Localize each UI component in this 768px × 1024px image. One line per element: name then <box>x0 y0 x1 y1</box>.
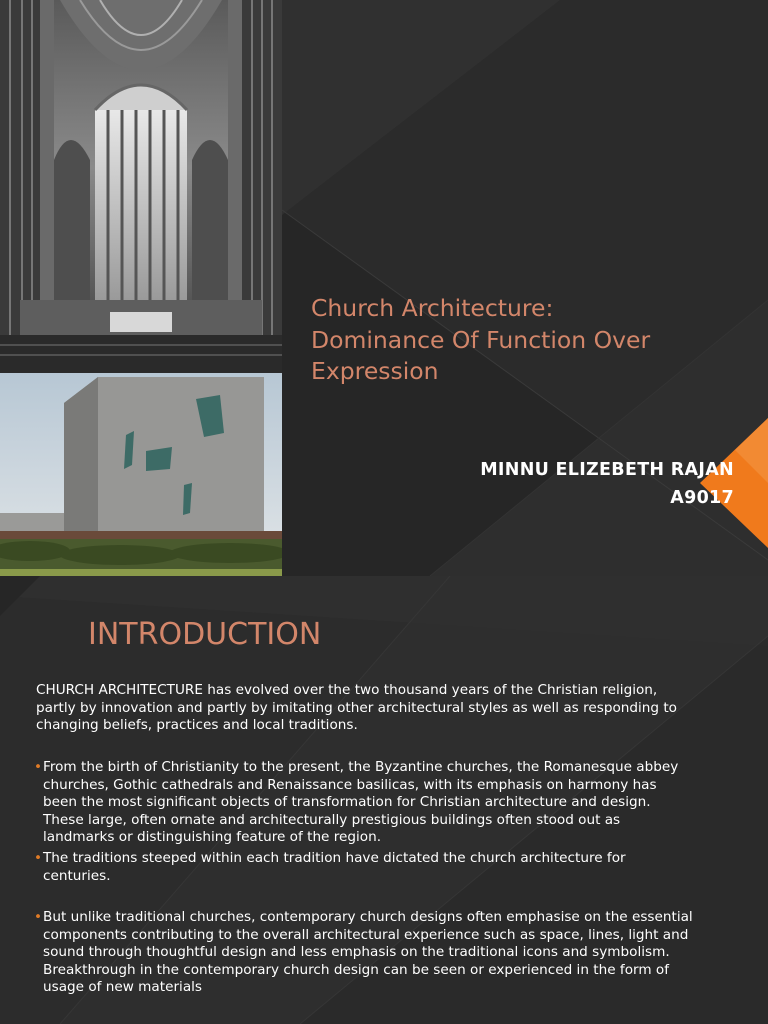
bullet-item <box>43 759 678 847</box>
bullet-line: Breakthrough in the contemporary church design can be seen or experienced in the form of <box>43 961 670 978</box>
paragraph-line: changing beliefs, practices and local traditions. <box>36 717 358 734</box>
paragraph-line: partly by innovation and partly by imitating other architectural styles as well as responding to <box>36 699 678 716</box>
paragraph-line: CHURCH ARCHITECTURE has evolved over the two thousand years of the Christian religion, <box>36 682 658 698</box>
bullet-line: These large, often ornate and architecturally prestigious buildings often stood out as <box>43 811 621 828</box>
bullet-line: But unlike traditional churches, contemporary church designs often emphasise on the essential <box>43 909 693 925</box>
gothic-cathedral-image <box>0 0 282 372</box>
bullet-line: landmarks or distinguishing feature of the region. <box>43 829 382 846</box>
author-id: A9017 <box>670 488 734 508</box>
author-block <box>480 456 734 512</box>
bullet-line: centuries. <box>43 867 111 884</box>
bullet-item <box>43 909 693 997</box>
title-line: Dominance Of Function Over <box>311 325 651 354</box>
bullet-line: churches, Gothic cathedrals and Renaissance basilicas, with its emphasis on harmony has <box>43 776 657 793</box>
section-heading: INTRODUCTION <box>88 617 322 652</box>
bullet-line: been the most significant objects of transformation for Christian architecture and design. <box>43 794 651 811</box>
modern-church-image <box>0 373 282 576</box>
bullet-marker: • <box>34 850 43 866</box>
bullet-marker: • <box>34 909 43 925</box>
bullet-line: sound through thoughtful design and less emphasis on the traditional icons and symbolism. <box>43 944 670 961</box>
bullet-line: The traditions steeped within each tradition have dictated the church architecture for <box>43 850 626 866</box>
bullet-line: From the birth of Christianity to the present, the Byzantine churches, the Romanesque abbey <box>43 759 679 775</box>
author-name: MINNU ELIZEBETH RAJAN <box>480 460 734 480</box>
presentation-title <box>311 293 751 388</box>
title-line: Expression <box>311 357 439 385</box>
bullet-line: components contributing to the overall architectural experience such as space, lines, light and <box>43 926 689 943</box>
intro-paragraph <box>36 682 677 735</box>
bullet-marker: • <box>34 759 43 775</box>
title-line: Church Architecture: <box>311 294 554 322</box>
bullet-item <box>43 850 626 885</box>
bullet-line: usage of new materials <box>43 979 203 996</box>
